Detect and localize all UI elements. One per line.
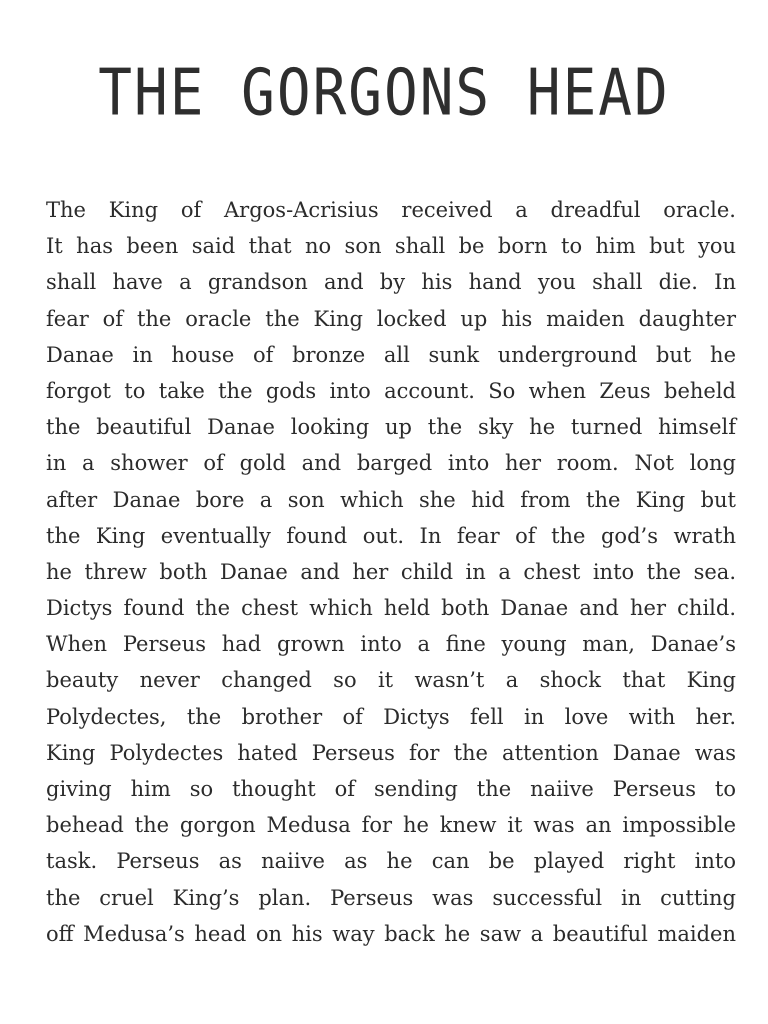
page-title: THE GORGONS HEAD <box>98 56 670 131</box>
text-line: beauty never changed so it wasn’t a shock that King <box>46 668 736 693</box>
text-line: the beautiful Danae looking up the sky he turned himself <box>46 415 736 440</box>
body-text <box>46 192 736 952</box>
text-line: Polydectes, the brother of Dictys fell in love with her. <box>46 704 736 729</box>
text-line: after Danae bore a son which she hid from the King but <box>46 487 736 512</box>
text-line: in a shower of gold and barged into her room. Not long <box>46 451 736 476</box>
text-line: the King eventually found out. In fear of the god’s wrath <box>46 523 736 548</box>
text-line: behead the gorgon Medusa for he knew it was an impossible <box>46 813 736 838</box>
text-line: The King of Argos-Acrisius received a dreadful oracle. <box>46 198 736 222</box>
text-line: It has been said that no son shall be born to him but you <box>46 234 736 259</box>
text-line: off Medusa’s head on his way back he saw a beautiful maiden <box>46 921 736 946</box>
text-line: giving him so thought of sending the naiive Perseus to <box>46 777 736 801</box>
text-line: task. Perseus as naiive as he can be played right into <box>46 849 736 874</box>
text-line: forgot to take the gods into account. So when Zeus beheld <box>46 378 736 403</box>
text-line: When Perseus had grown into a fine young man, Danae’s <box>46 632 736 657</box>
text-line: he threw both Danae and her child in a chest into the sea. <box>46 559 736 584</box>
text-line: Danae in house of bronze all sunk underground but he <box>46 342 736 367</box>
text-line: King Polydectes hated Perseus for the attention Danae was <box>46 740 736 765</box>
text-line: shall have a grandson and by his hand you shall die. In <box>46 270 736 295</box>
text-line: Dictys found the chest which held both Danae and her child. <box>46 596 736 621</box>
text-line: fear of the oracle the King locked up his maiden daughter <box>46 306 736 331</box>
text-line: the cruel King’s plan. Perseus was successful in cutting <box>46 885 736 910</box>
